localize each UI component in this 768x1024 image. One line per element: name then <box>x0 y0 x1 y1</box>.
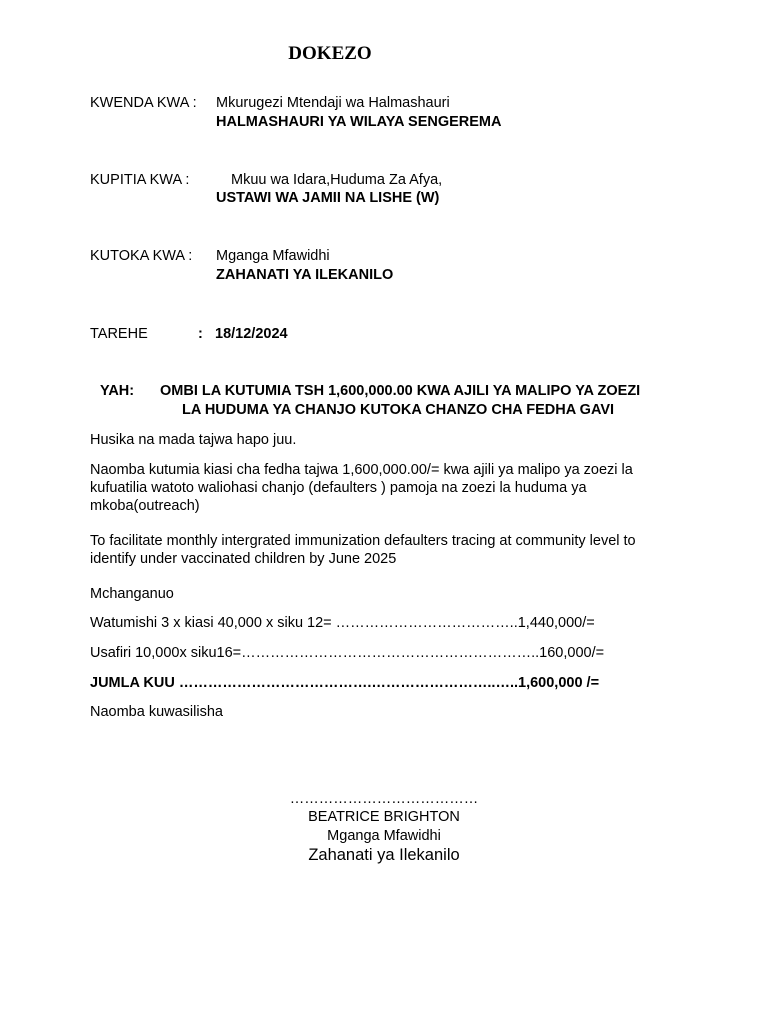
purpose-paragraph: To facilitate monthly intergrated immunization defaulters tracing at community level to identify under vaccinated children by June 2025 <box>90 533 636 567</box>
tarehe-colon: : <box>198 326 203 342</box>
signatory-name: BEATRICE BRIGHTON <box>308 809 460 825</box>
greeting-text: Husika na mada tajwa hapo juu. <box>90 432 297 448</box>
closing-text: Naomba kuwasilisha <box>90 704 223 720</box>
kupitia-label: KUPITIA KWA : <box>90 172 190 188</box>
kutoka-label: KUTOKA KWA : <box>90 248 193 264</box>
kwenda-line2: HALMASHAURI YA WILAYA SENGEREMA <box>216 114 502 130</box>
document-title: DOKEZO <box>288 43 372 64</box>
breakdown-heading: Mchanganuo <box>90 586 174 602</box>
kutoka-line1: Mganga Mfawidhi <box>216 248 330 264</box>
subject-line2: LA HUDUMA YA CHANJO KUTOKA CHANZO CHA FEDHA GAVI <box>182 402 615 418</box>
breakdown-item-transport: Usafiri 10,000x siku16=……………………………………………………..160,000/= <box>90 645 605 661</box>
signatory-facility: Zahanati ya Ilekanilo <box>308 846 460 864</box>
kupitia-line2: USTAWI WA JAMII NA LISHE (W) <box>216 190 440 206</box>
breakdown-item-staff: Watumishi 3 x kiasi 40,000 x siku 12= ………………………………..1,440,000/= <box>90 615 595 631</box>
tarehe-value: 18/12/2024 <box>215 326 288 342</box>
subject-line1: OMBI LA KUTUMIA TSH 1,600,000.00 KWA AJILI YA MALIPO YA ZOEZI <box>160 383 641 399</box>
breakdown-total: JUMLA KUU ………………………………….……………………..…..1,600,000 /= <box>90 675 600 691</box>
tarehe-label: TAREHE <box>90 326 148 342</box>
subject-label: YAH: <box>100 383 135 399</box>
kupitia-line1: Mkuu wa Idara,Huduma Za Afya, <box>231 172 443 188</box>
kwenda-label: KWENDA KWA : <box>90 95 197 111</box>
kwenda-line1: Mkurugezi Mtendaji wa Halmashauri <box>216 95 450 111</box>
signatory-position: Mganga Mfawidhi <box>327 828 441 844</box>
signature-line: ………………………………… <box>289 791 479 807</box>
kutoka-line2: ZAHANATI YA ILEKANILO <box>216 267 394 283</box>
request-paragraph: Naomba kutumia kiasi cha fedha tajwa 1,600,000.00/= kwa ajili ya malipo ya zoezi la kufuatilia watoto waliohasi chanjo (defaulters ) pamoja na zoezi la huduma ya mkoba(outreach) <box>90 462 633 514</box>
